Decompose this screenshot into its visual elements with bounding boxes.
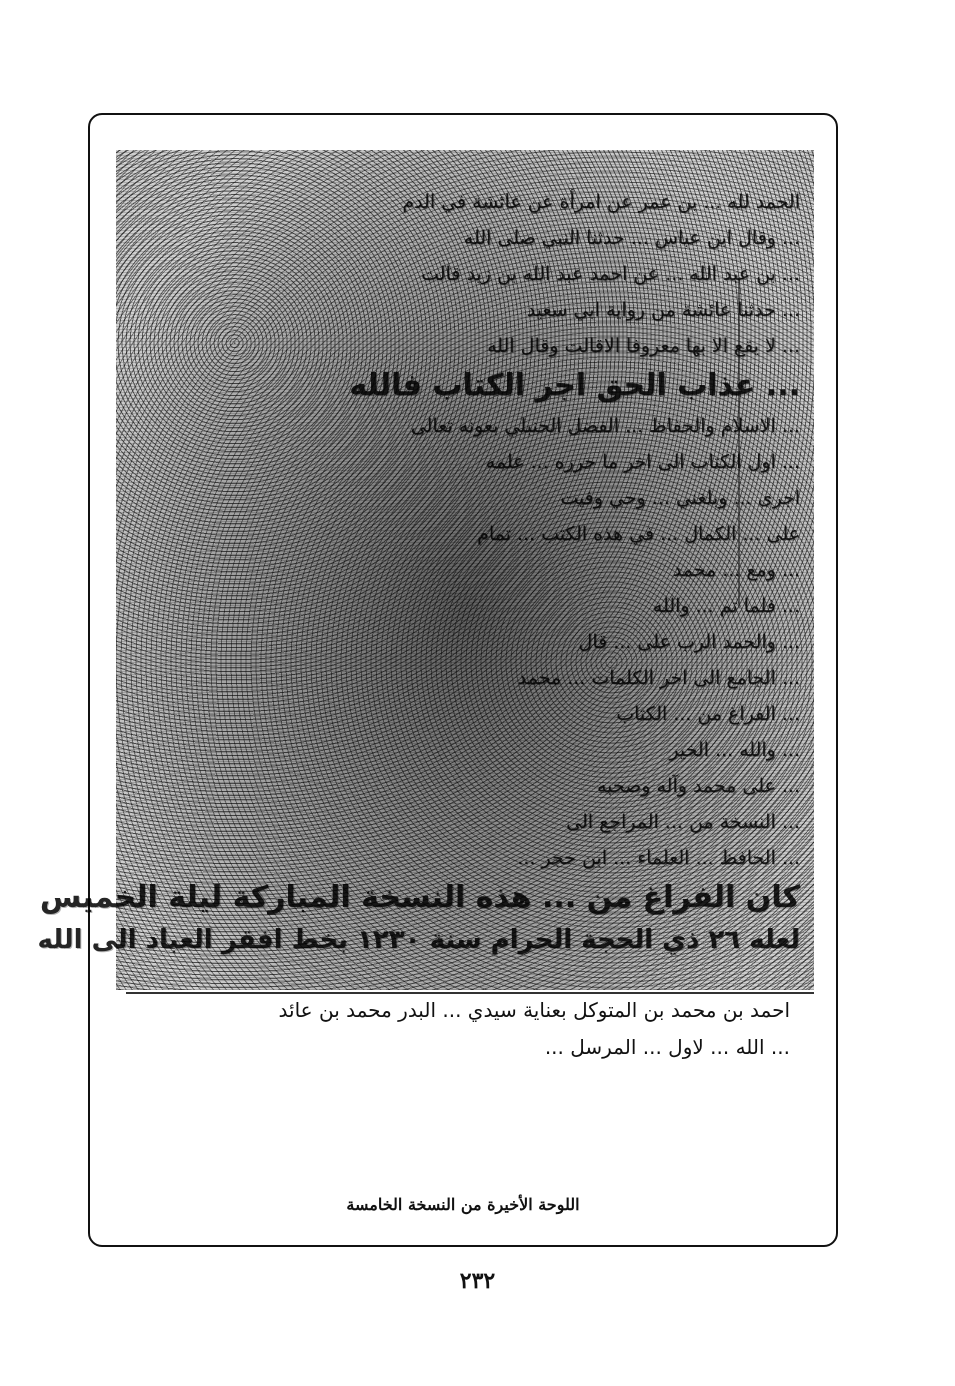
manuscript-image	[37, 150, 814, 990]
manuscript-line: الحمد لله ... بن عمر عن امرأة عن عائشة في الدم	[402, 191, 800, 213]
manuscript-line: ... حدثنا عائشة من رواية ابي سعيد	[526, 299, 800, 321]
manuscript-line: ... ومع ... محمد	[672, 559, 800, 581]
manuscript-colophon-date: لعله ٢٦ ذي الحجة الحرام سنة ١٢٣٠ بخط افقر العباد الى الله	[37, 925, 800, 955]
figure-caption: اللوحة الأخيرة من النسخة الخامسة	[346, 1195, 580, 1214]
margin-note-line-1: احمد بن محمد بن المتوكل بعناية سيدي ... البدر محمد بن عائد	[278, 998, 790, 1022]
manuscript-line: ... فلما تم ... والله	[652, 595, 800, 617]
manuscript-line: ... اول الكتاب الى اخر ما حرره ... علمه	[485, 451, 800, 473]
manuscript-line: ... بن عبد الله ... عن احمد عبد الله بن زيد قالت	[421, 263, 800, 285]
manuscript-line: ... الحافظ ... العلماء ... ابن حجر ...	[517, 847, 800, 869]
manuscript-line: اجرى ... وبلغني ... وحي وفيت	[560, 487, 800, 509]
manuscript-bottom-rule	[126, 992, 814, 994]
manuscript-line: ... والله ... الخير	[669, 739, 800, 761]
manuscript-line: ... الفراغ من ... الكتاب	[616, 703, 800, 725]
manuscript-line: ... الجامع الى اخر الكلمات ... محمد	[517, 667, 800, 689]
page-number: ٢٣٢	[459, 1268, 496, 1294]
manuscript-line: ... على محمد وآله وصحبه	[596, 775, 800, 797]
manuscript-closing-line: كان الفراغ من ... هذه النسخة المباركة ليلة الخميس	[39, 880, 800, 915]
manuscript-line: ... وقال ابن عباس ... حدثنا النبي صلى الله	[463, 227, 800, 249]
manuscript-line: ... عذاب الحق اجر الكتاب فالله	[349, 368, 800, 403]
manuscript-line: ... الاسلام والحفاظ ... الفضل الحنبلي بعونه تعالى	[410, 415, 800, 437]
manuscript-line: ... النسخة من ... المراجع الى	[566, 811, 800, 833]
manuscript-line: على ... الكمال ... في هذه الكتب ... تمام	[477, 523, 800, 545]
margin-note-line-2: ... الله ... لاول ... المرسل ...	[544, 1035, 790, 1059]
manuscript-text-block	[37, 184, 800, 976]
manuscript-line: ... لا يقع الا بها معروفا الاقالت وقال الله	[487, 335, 800, 357]
manuscript-line: ... والحمد الرب على ... قال	[578, 631, 800, 653]
